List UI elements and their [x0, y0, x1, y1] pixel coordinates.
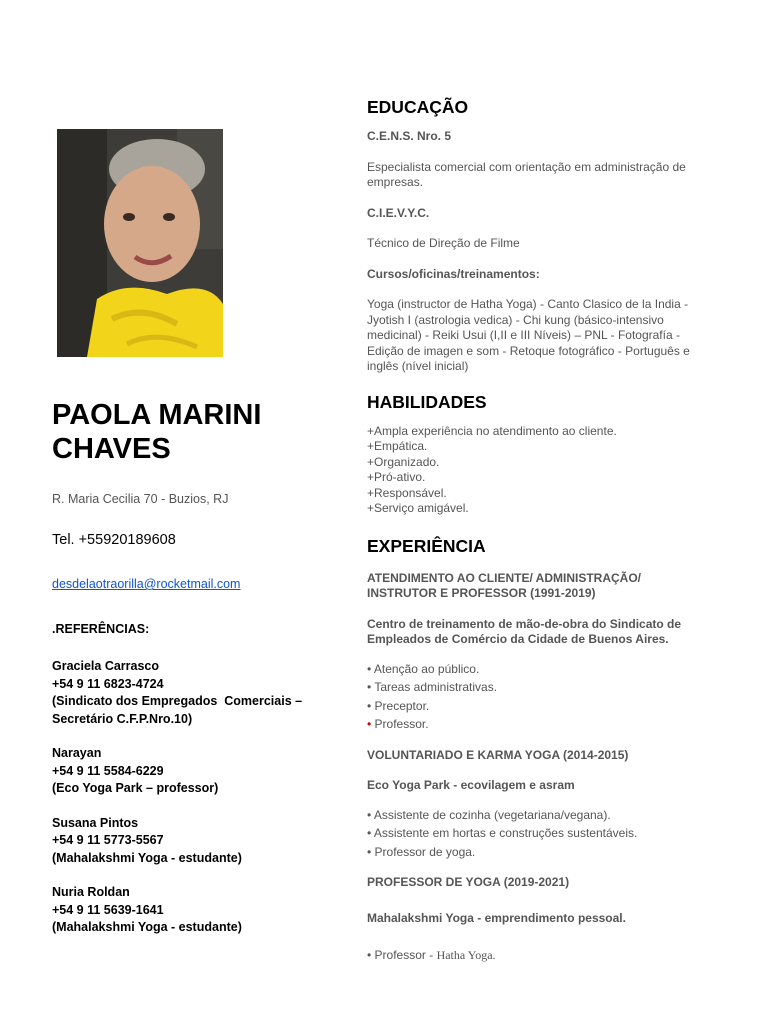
reference-name: Graciela Carrasco	[52, 659, 160, 673]
phone-number: Tel. +55920189608	[52, 532, 176, 548]
duty-item: • Assistente de cozinha (vegetariana/vegana).	[367, 807, 611, 822]
job-title: VOLUNTARIADO E KARMA YOGA (2014-2015)	[367, 747, 629, 762]
reference-name: Nuria Roldan	[52, 885, 130, 899]
job-duties	[367, 946, 697, 965]
education-heading: EDUCAÇÃO	[367, 97, 469, 117]
reference-item	[52, 884, 342, 937]
reference-item	[52, 745, 342, 798]
reference-item	[52, 658, 342, 728]
skill-item: +Pró-ativo.	[367, 470, 426, 484]
skills-heading: HABILIDADES	[367, 391, 487, 412]
duty-item: • Professor de yoga.	[367, 844, 476, 859]
reference-item	[52, 815, 342, 868]
skill-item: +Ampla experiência no atendimento ao cliente.	[367, 423, 617, 438]
reference-note: (Mahalakshmi Yoga - estudante)	[52, 920, 242, 934]
reference-phone: +54 9 11 5584-6229	[52, 763, 164, 778]
bullet-icon: •	[367, 717, 375, 731]
skill-item: +Organizado.	[367, 454, 440, 469]
school-name: C.I.E.V.Y.C.	[367, 205, 430, 220]
references-list	[52, 658, 342, 954]
school-description: Técnico de Direção de Filme	[367, 236, 520, 250]
reference-name: Susana Pintos	[52, 815, 139, 830]
reference-phone: +54 9 11 5639-1641	[52, 902, 164, 917]
job-title: PROFESSOR DE YOGA (2019-2021)	[367, 875, 570, 889]
duty-item: • Atenção ao público.	[367, 661, 480, 676]
skill-item: +Empática.	[367, 439, 428, 453]
job-duties	[367, 660, 697, 734]
duty-item: • Professor - Hatha Yoga.	[367, 948, 496, 962]
job-organization: Centro de treinamento de mão-de-obra do Sindicato de Empleados de Comércio da Cidade de Buenos Aires.	[367, 616, 682, 646]
reference-phone: +54 9 11 6823-4724	[52, 676, 164, 691]
courses-heading: Cursos/oficinas/treinamentos:	[367, 266, 540, 281]
address: R. Maria Cecilia 70 - Buzios, RJ	[52, 492, 229, 506]
portrait-image	[57, 129, 223, 357]
reference-phone: +54 9 11 5773-5567	[52, 833, 164, 847]
reference-note: (Eco Yoga Park – professor)	[52, 781, 219, 795]
duty-item: • Preceptor.	[367, 698, 430, 713]
candidate-name: PAOLA MARINI CHAVES	[52, 399, 262, 465]
job-title: ATENDIMENTO AO CLIENTE/ ADMINISTRAÇÃO/ INSTRUTOR E PROFESSOR (1991-2019)	[367, 570, 641, 600]
skill-item: +Responsável.	[367, 485, 447, 500]
reference-note: (Mahalakshmi Yoga - estudante)	[52, 850, 242, 865]
references-heading: .REFERÊNCIAS:	[52, 622, 150, 636]
experience-heading: EXPERIÊNCIA	[367, 535, 486, 556]
email-link[interactable]: desdelaotraorilla@rocketmail.com	[52, 577, 241, 591]
reference-note: Secretário C.F.P.Nro.10)	[52, 711, 193, 726]
reference-name: Narayan	[52, 746, 102, 760]
main-column	[367, 96, 697, 975]
school-description: Especialista comercial com orientação em administração de empresas.	[367, 159, 686, 189]
profile-photo	[57, 129, 223, 357]
school-name: C.E.N.S. Nro. 5	[367, 129, 452, 143]
duty-item: • Tareas administrativas.	[367, 680, 498, 694]
job-organization: Eco Yoga Park - ecovilagem e asram	[367, 778, 575, 792]
job-organization: Mahalakshmi Yoga - emprendimento pessoal.	[367, 910, 626, 925]
duty-item: • Professor.	[367, 717, 429, 731]
reference-note: (Sindicato dos Empregados Comerciais –	[52, 694, 303, 708]
courses-description: Yoga (instructor de Hatha Yoga) - Canto Clasico de la India - Jyotish I (astrologia vedica) - Chi kung (básico-intensivo medicinal) - Reiki Usui (I,II e III Níveis) – PNL - Fotografía - Edição de imagen e som - Retoque fotográfico - Português e inglês (nível inicial)	[367, 297, 690, 373]
skill-item: +Serviço amigável.	[367, 501, 469, 515]
skills-list	[367, 424, 697, 517]
duty-item: • Assistente em hortas e construções sustentáveis.	[367, 826, 638, 840]
job-duties	[367, 806, 697, 862]
